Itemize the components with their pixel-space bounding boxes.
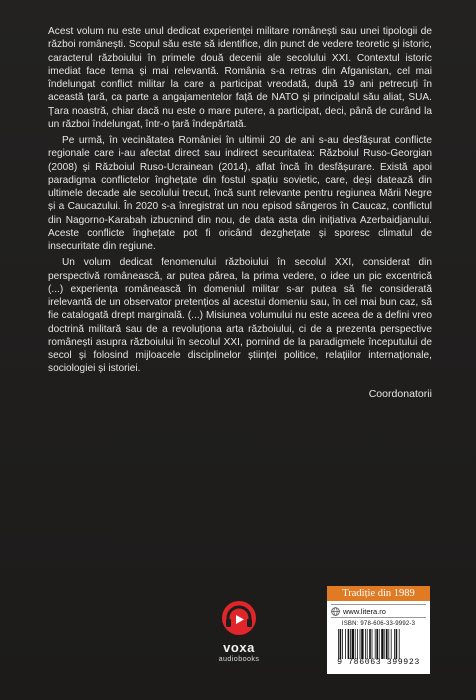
paragraph-2: Pe urmă, în vecinătatea României în ultimii 20 de ani s-au desfășurat conflicte regionale care i-au afectat direct sau indirect securitatea: Războiul Ruso-Georgian (2008) și Războiul Ruso-Ucrainean (2014), aflat încă în desfășurare. Există apoi paradigma conflictelor înghețate din fostul spațiu sovietic, care, deși datează din ultimele decade ale secolului trecut, încă sunt relevante pentru regiunea Mării Negre și a Caucazului. În 2020 s-a înregistrat un nou episod sângeros în Caucaz, conflictul din Nagorno-Karabah izbucnind din nou, de data asta din inițiativa Azerbaidjanului. Aceste conflicte înghețate pot fi oricând dezghețate și sporesc climatul de insecuritate din regiune. — [48, 135, 432, 252]
globe-icon — [331, 607, 340, 616]
label-website — [331, 604, 426, 618]
description-text — [48, 25, 432, 401]
paragraph-3: Un volum dedicat fenomenului războiului în secolul XXI, considerat din perspectivă românească, ar putea părea, la prima vedere, o idee un pic excentrică (...) experiența românească în domeniul militar s-ar putea să fie considerată irelevantă de un observator pretențios al acestui domeniu sau, în cel mai bun caz, să fie catalogată drept marginală. (...) Misiunea volumului nu este aceea de a defini vreo doctrină militară sau de a revoluționa arta războiului, ci de a prezenta perspective românești asupra războiului în secolul XXI, pornind de la paradigmele începutului de secol și folosind mijloacele disciplinelor științei politice, relațiilor internaționale, sociologiei și istoriei. — [48, 257, 432, 375]
headphones-play-icon — [219, 598, 259, 638]
barcode-number: 9 786063 399923 — [337, 658, 420, 667]
isbn-label — [327, 586, 430, 674]
publisher-sub: audiobooks — [218, 654, 260, 663]
paragraph-1: Acest volum nu este unul dedicat experienței militare românești sau unei tipologii de război românești. Scopul său este să identifice, din punct de vedere teoretic și istoric, caracterul războiului în primele două decenii ale secolului XXI. Contextul istoric imediat face tema și mai relevantă. România s-a retras din Afganistan, cel mai îndelungat conflict militar la care a participat vreodată, după 19 ani petrecuți în această țară, ca parte a angajamentelor față de NATO și principalul său aliat, SUA. Țara noastră, chiar dacă nu este o mare putere, a participat, deci, până de curând la un război îndelungat, într-o țară îndepărtată. — [48, 26, 432, 130]
website-text: www.litera.ro — [343, 606, 386, 616]
signature: Coordonatorii — [368, 387, 432, 400]
isbn-number: ISBN: 978-606-33-9992-3 — [341, 621, 416, 627]
label-tagline: Tradiție din 1989 — [327, 586, 430, 601]
publisher-logo — [202, 598, 276, 663]
publisher-name: voxa — [223, 640, 255, 655]
barcode-icon — [336, 629, 422, 659]
